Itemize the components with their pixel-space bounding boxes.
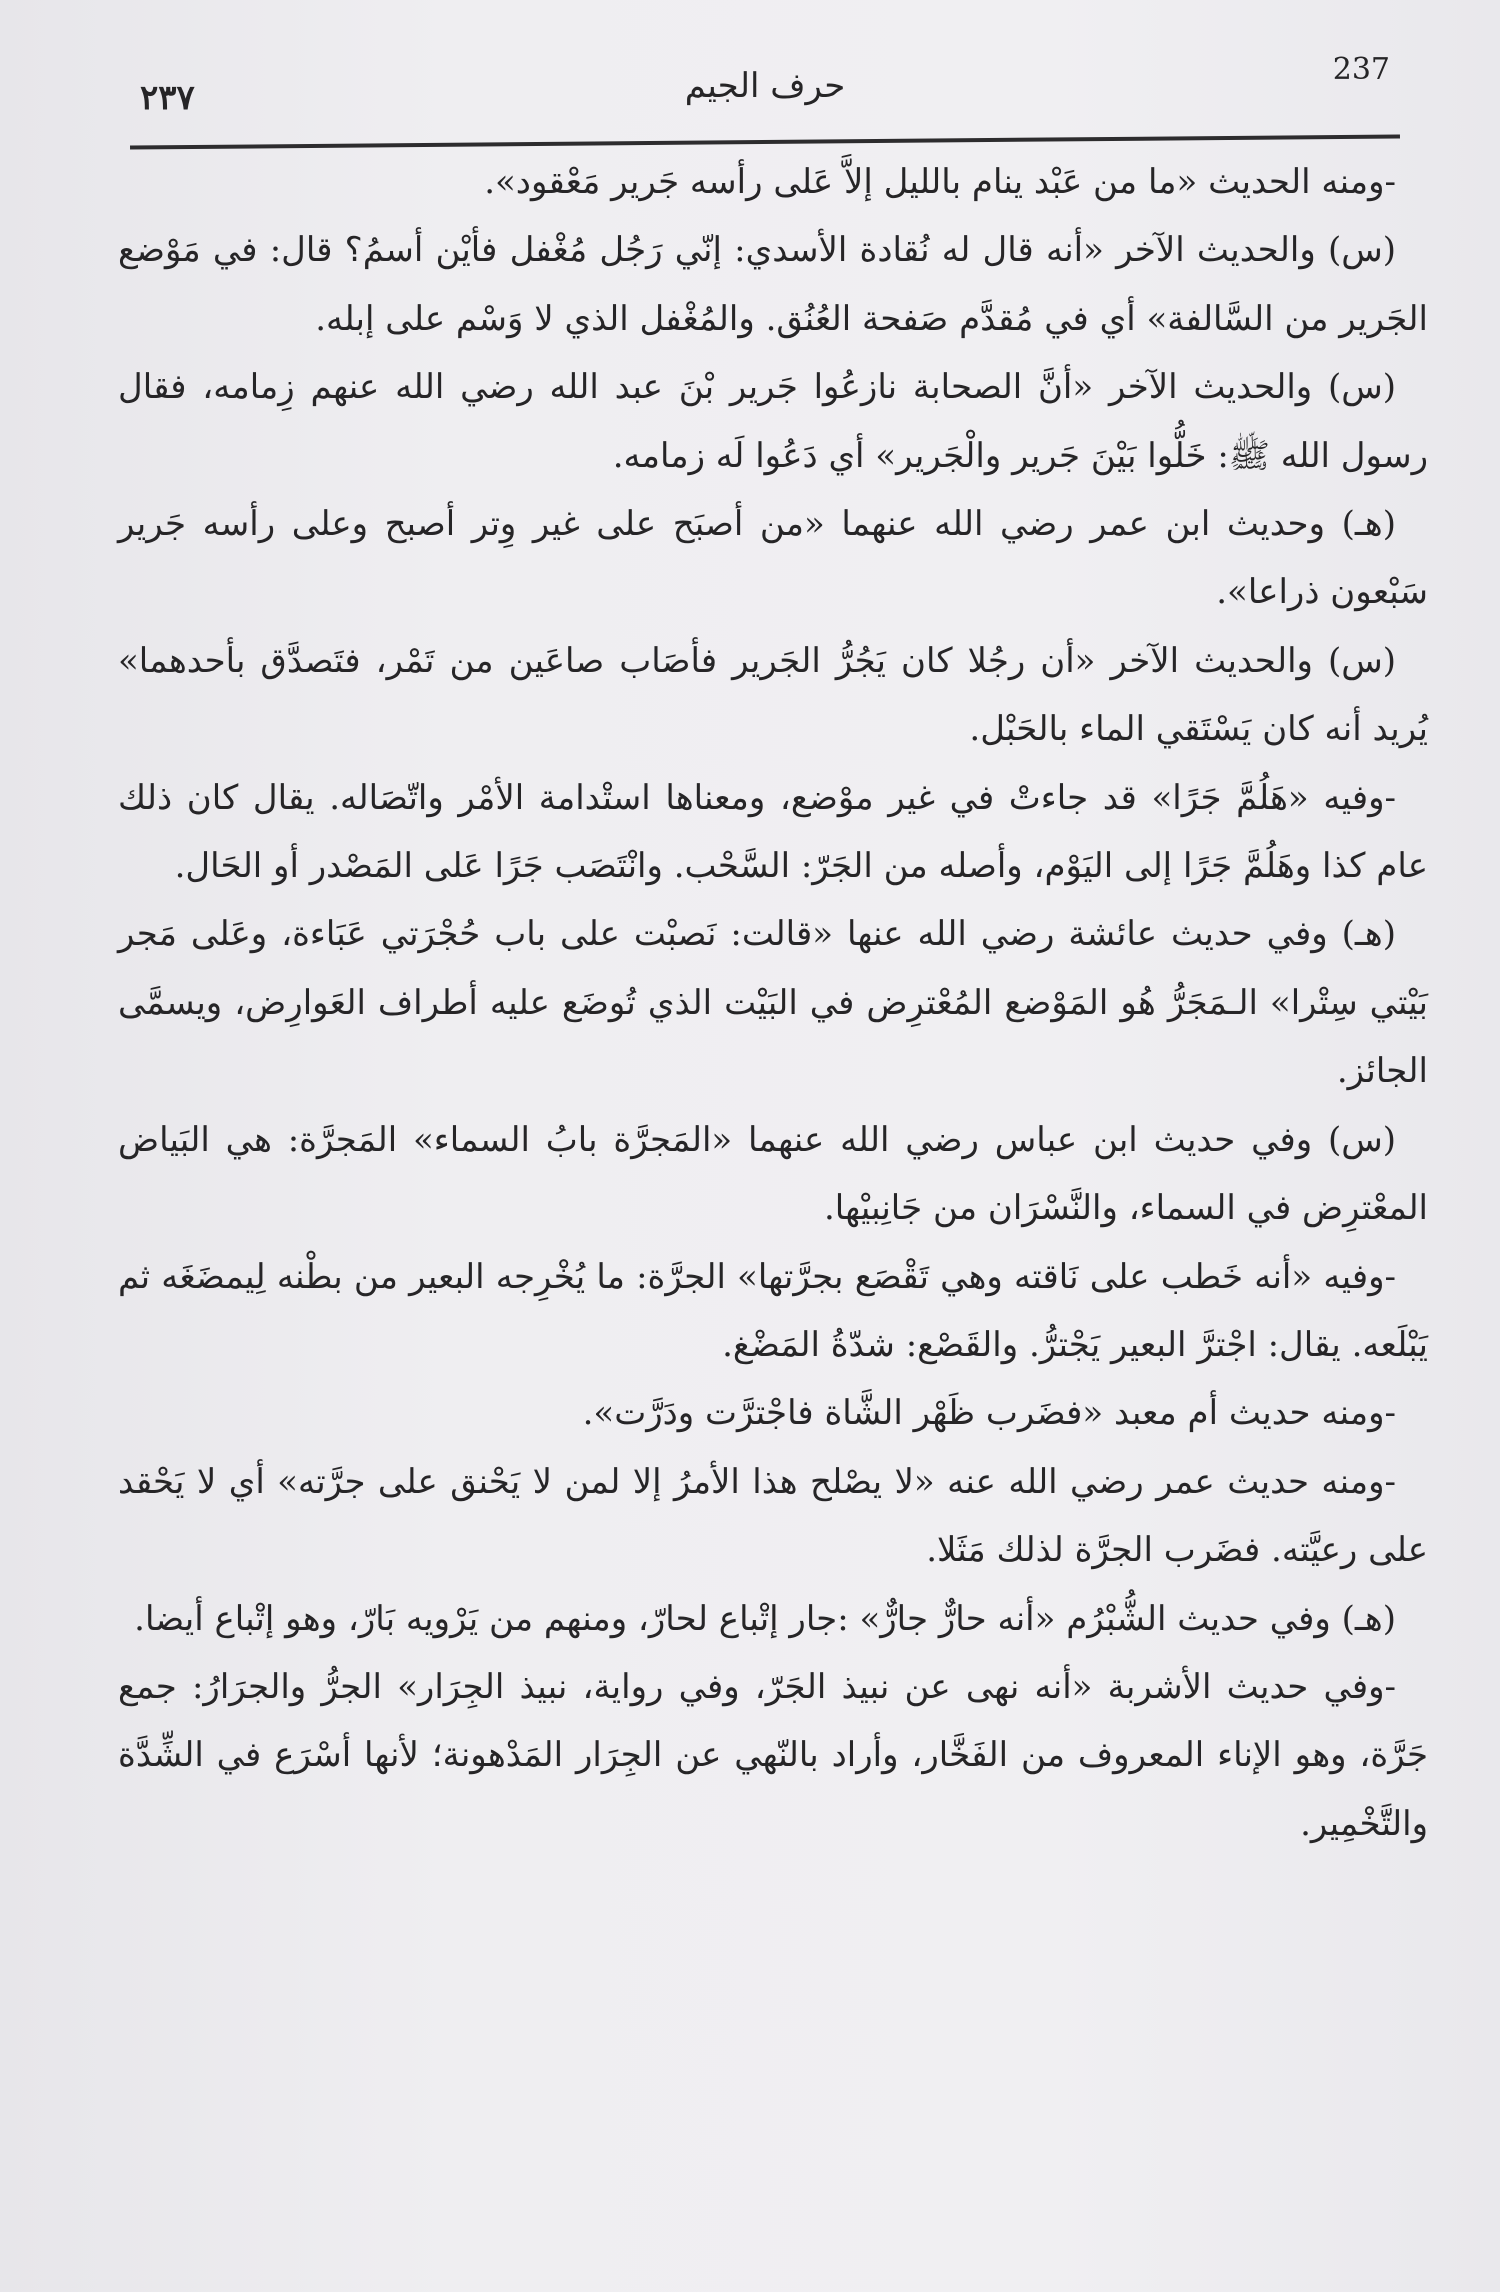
paragraph: -وفي حديث الأشربة «أنه نهى عن نبيذ الجَرّ، وفي رواية، نبيذ الجِرَار» الجرُّ والجرَارُ: جمع جَرَّة، وهو الإناء المعروف من الفَخَّار، وأراد بالنّهي عن الجِرَار المَدْهونة؛ لأنها أسْرَع في الشِّدَّة والتَّخْمِير. <box>118 1666 1428 1844</box>
paragraph: -ومنه حديث عمر رضي الله عنه «لا يصْلح هذا الأمرُ إلا لمن لا يَحْنق على جرَّته» أي لا يَحْقد على رعيَّته. فضَرب الجرَّة لذلك مَثَلا. <box>118 1461 1428 1571</box>
paragraph: (س) والحديث الآخر «أنَّ الصحابة نازعُوا جَرير بْنَ عبد الله رضي الله عنهم زِمامه، فقال رسول الله ﷺ: خَلُّوا بَيْنَ جَرير والْجَرير» أي دَعُوا لَه زمامه. <box>118 367 1428 476</box>
paragraph: (هـ) وحديث ابن عمر رضي الله عنهما «من أصبَح على غير وِتر أصبح وعلى رأسه جَرير سَبْعون ذراعا». <box>118 504 1428 613</box>
paragraph: -ومنه الحديث «ما من عَبْد ينام بالليل إلاَّ عَلى رأسه جَرير مَعْقود». <box>484 162 1396 202</box>
paragraph: (هـ) وفي حديث الشُّبْرُم «أنه حارٌّ جارٌّ» :جار إتْباع لحارّ، ومنهم من يَرْويه بَارّ، وهو إتْباع أيضا. <box>134 1598 1396 1639</box>
paragraph: (س) والحديث الآخر «أن رجُلا كان يَجُرُّ الجَرير فأصَاب صاعَين من تَمْر، فتَصدَّق بأحدهما» يُريد أنه كان يَسْتَقي الماء بالحَبْل. <box>118 640 1428 750</box>
paragraph: (س) والحديث الآخر «أنه قال له نُقادة الأسدي: إنّي رَجُل مُغْفل فأيْن أسمُ؟ قال: في مَوْضع الجَرير من السَّالفة» أي في مُقدَّم صَفحة العُنُق. والمُغْفل الذي لا وَسْم على إبله. <box>118 230 1428 339</box>
page-number-latin: 237 <box>1332 52 1390 87</box>
paragraph: (س) وفي حديث ابن عباس رضي الله عنهما «المَجرَّة بابُ السماء» المَجرَّة: هي البَياض المعْترِض في السماء، والنَّسْرَان من جَانِبيْها. <box>118 1119 1428 1229</box>
running-title: حرف الجيم <box>684 66 846 106</box>
paragraph: (هـ) وفي حديث عائشة رضي الله عنها «قالت: نَصبْت على باب حُجْرَتي عَبَاءة، وعَلى مَجر بَيْتي سِتْرا» الـمَجَرُّ هُو المَوْضع المُعْترِض في البَيْت الذي تُوضَع عليه أطراف العَوارِض، ويسمَّى الجائز. <box>118 914 1429 1092</box>
page-header <box>130 52 1400 122</box>
page-number-arabic: ٢٣٧ <box>140 78 195 118</box>
paragraph: -وفيه «هَلُمَّ جَرًا» قد جاءتْ في غير موْضع، ومعناها استْدامة الأمْر واتّصَاله. يقال كان ذلك عام كذا وهَلُمَّ جَرًا إلى اليَوْم، وأصله من الجَرّ: السَّحْب. وانْتَصَب جَرًا عَلى المَصْدر أو الحَال. <box>118 777 1428 887</box>
body-text <box>118 148 1428 1858</box>
paragraph: -وفيه «أنه خَطب على نَاقته وهي تَقْصَع بجرَّتها» الجرَّة: ما يُخْرِجه البعير من بطْنه لِيمضَغَه ثم يَبْلَعه. يقال: اجْترَّ البعير يَجْترُّ. والقَصْع: شدّةُ المَضْغ. <box>118 1256 1428 1365</box>
paragraph: -ومنه حديث أم معبد «فضَرب ظَهْر الشَّاة فاجْترَّت ودَرَّت». <box>582 1393 1396 1434</box>
